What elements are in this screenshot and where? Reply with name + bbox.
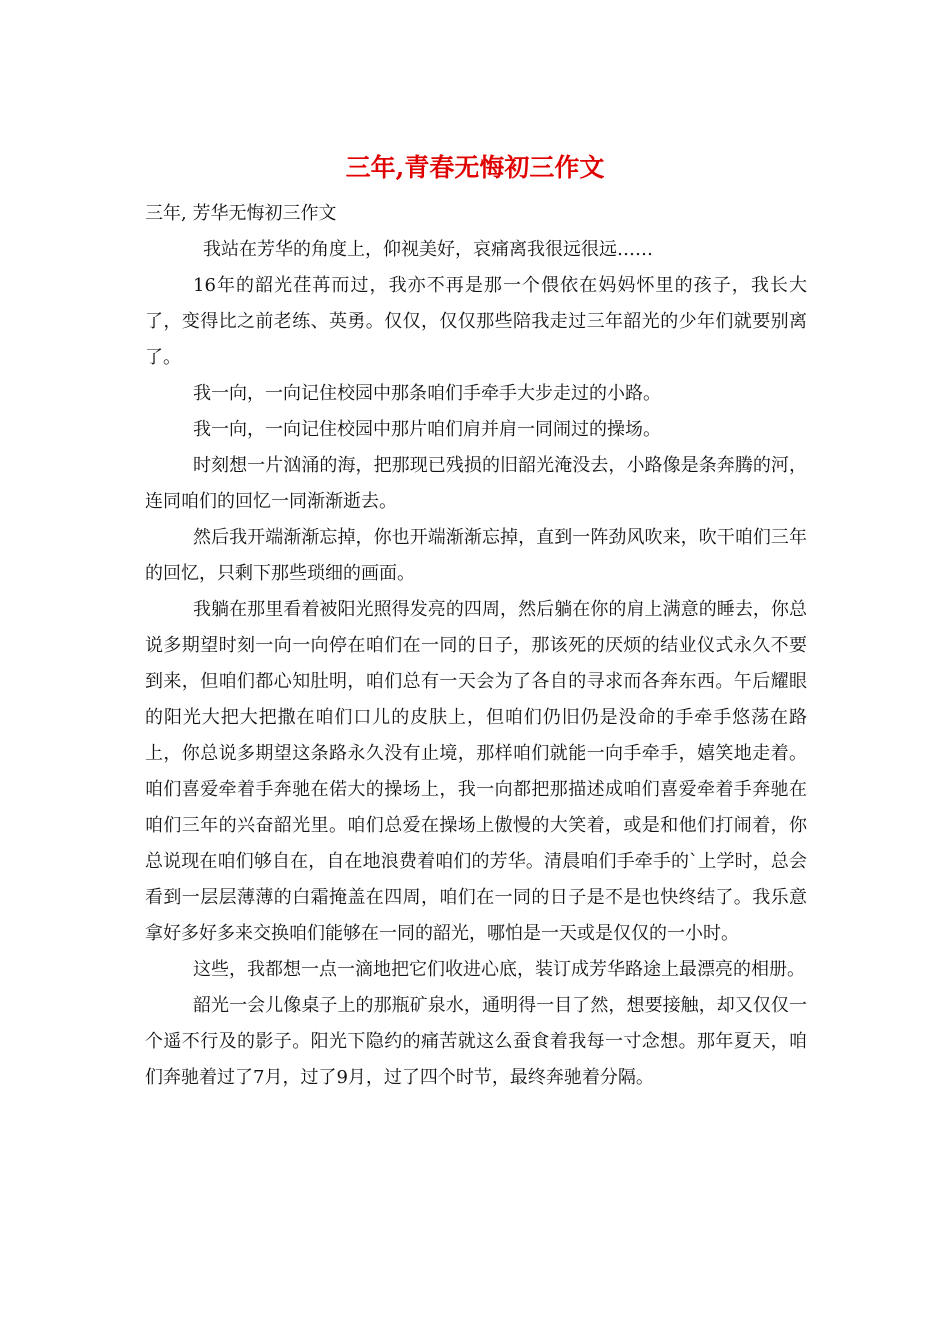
paragraph: 然后我开端渐渐忘掉，你也开端渐渐忘掉，直到一阵劲风吹来，吹干咱们三年的回忆，只剩下那些琐细的画面。 [145,527,807,584]
essay-body [145,196,807,1096]
paragraph: 韶光一会儿像桌子上的那瓶矿泉水，通明得一目了然，想要接触，却又仅仅一个遥不行及的影子。阳光下隐约的痛苦就这么蚕食着我每一寸念想。那年夏天，咱们奔驰着过了7月，过了9月，过了四个时节，最终奔驰着分隔。 [145,995,807,1088]
paragraph: 我站在芳华的角度上，仰视美好，哀痛离我很远很远…… [203,239,653,260]
paragraph: 我一向，一向记住校园中那片咱们肩并肩一同闹过的操场。 [193,419,661,440]
paragraph: 我躺在那里看着被阳光照得发亮的四周，然后躺在你的肩上满意的睡去，你总说多期望时刻一向一向停在咱们在一同的日子，那该死的厌烦的结业仪式永久不要到来，但咱们都心知肚明，咱们总有一天会为了各自的寻求而各奔东西。午后耀眼的阳光大把大把撒在咱们口儿的皮肤上，但咱们仍旧仍是没命的手牵手悠荡在路上，你总说多期望这条路永久没有止境，那样咱们就能一向手牵手，嬉笑地走着。咱们喜爱牵着手奔驰在偌大的操场上，我一向都把那描述成咱们喜爱牵着手奔驰在咱们三年的兴奋韶光里。咱们总爱在操场上傲慢的大笑着，或是和他们打闹着，你总说现在咱们够自在，自在地浪费着咱们的芳华。清晨咱们手牵手的`上学时，总会看到一层层薄薄的白霜掩盖在四周，咱们在一同的日子是不是也快终结了。我乐意拿好多好多来交换咱们能够在一同的韶光，哪怕是一天或是仅仅的一小时。 [145,599,807,944]
page-title: 三年,青春无悔初三作文 [345,153,605,182]
paragraph: 时刻想一片汹涌的海，把那现已残损的旧韶光淹没去，小路像是条奔腾的河，连同咱们的回忆一同渐渐逝去。 [145,455,807,512]
paragraph: 我一向，一向记住校园中那条咱们手牵手大步走过的小路。 [193,383,661,404]
paragraph: 16年的韶光荏苒而过，我亦不再是那一个偎依在妈妈怀里的孩子，我长大了，变得比之前老练、英勇。仅仅，仅仅那些陪我走过三年韶光的少年们就要别离了。 [145,275,807,368]
essay-subtitle: 三年, 芳华无悔初三作文 [145,203,337,224]
paragraph: 这些，我都想一点一滴地把它们收进心底，装订成芳华路途上最漂亮的相册。 [193,959,805,980]
